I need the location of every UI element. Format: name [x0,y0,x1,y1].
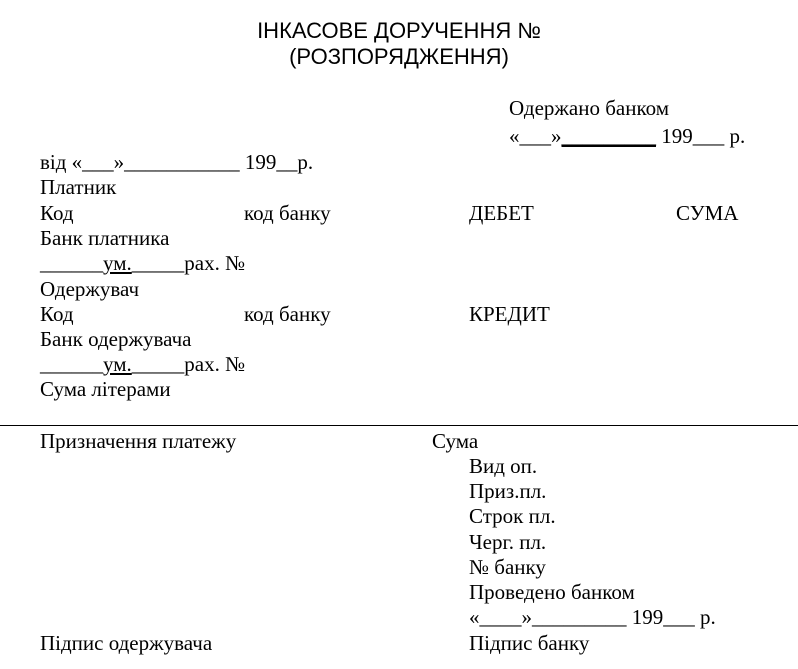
lower-sum-label: Сума [432,429,479,453]
document-title-line2: (РОЗПОРЯДЖЕННЯ) [289,44,509,69]
recipient-account-um: ум. [103,352,132,376]
received-date-day: «___» [509,124,562,148]
recipient-account-line [40,352,245,376]
recipient-bank-label: Банк одержувача [40,327,192,351]
recipient-signature-label: Підпис одержувача [40,631,213,655]
recipient-account-suffix: _____рах. № [131,352,246,376]
payment-queue-label: Черг. пл. [469,530,547,554]
payer-account-suffix: _____рах. № [131,251,246,275]
section-divider [0,425,798,426]
payer-bank-code-label: код банку [244,201,331,225]
received-date-month: _________ [561,124,656,148]
operation-type-label: Вид оп. [469,454,538,478]
received-date-year: 199___ р. [656,124,746,148]
processed-by-bank-label: Проведено банком [469,580,635,604]
credit-label: КРЕДИТ [469,302,550,326]
recipient-label: Одержувач [40,277,140,301]
payer-account-prefix: ______ [40,251,103,275]
payer-label: Платник [40,175,117,199]
recipient-code-label: Код [40,302,74,326]
bank-signature-label: Підпис банку [469,631,590,655]
recipient-bank-code-label: код банку [244,302,331,326]
recipient-account-prefix: ______ [40,352,103,376]
sum-in-words-label: Сума літерами [40,377,171,401]
payment-purpose-label: Призначення платежу [40,429,237,453]
payer-bank-label: Банк платника [40,226,170,250]
document-title-line1: ІНКАСОВЕ ДОРУЧЕННЯ № [257,18,541,43]
document-date: від «___»___________ 199__р. [40,150,314,174]
payment-sign-label: Приз.пл. [469,479,547,503]
debit-label: ДЕБЕТ [469,201,534,225]
payer-code-label: Код [40,201,74,225]
received-date [509,124,745,148]
payment-term-label: Строк пл. [469,504,556,528]
payer-account-um: ум. [103,251,132,275]
processed-date: «____»_________ 199___ р. [469,605,716,629]
sum-header-label: СУМА [676,201,739,225]
bank-number-label: № банку [469,555,546,579]
received-by-bank-label: Одержано банком [509,96,669,120]
payer-account-line [40,251,245,275]
